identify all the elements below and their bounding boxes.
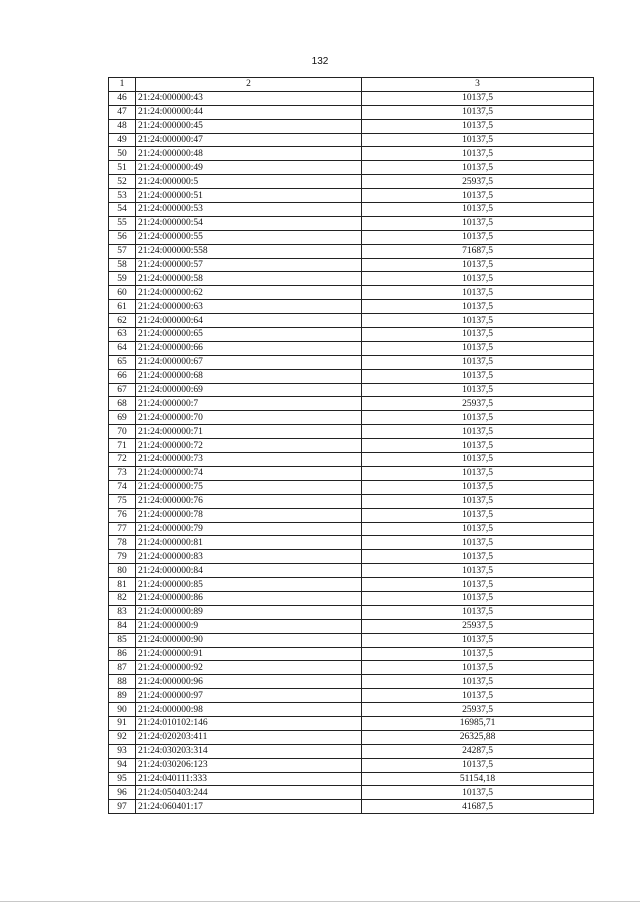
cadastral-number-cell: 21:24:000000:91 — [136, 647, 362, 661]
value-cell: 10137,5 — [362, 119, 594, 133]
table-row — [109, 203, 594, 217]
cadastral-number-cell: 21:24:000000:78 — [136, 508, 362, 522]
row-number-cell: 51 — [109, 161, 136, 175]
value-cell: 10137,5 — [362, 550, 594, 564]
cadastral-number-cell: 21:24:000000:75 — [136, 480, 362, 494]
row-number-cell: 93 — [109, 744, 136, 758]
table-body — [109, 91, 594, 813]
value-cell: 10137,5 — [362, 536, 594, 550]
row-number-cell: 49 — [109, 133, 136, 147]
row-number-cell: 83 — [109, 605, 136, 619]
value-cell: 41687,5 — [362, 800, 594, 814]
value-cell: 10137,5 — [362, 522, 594, 536]
table-row — [109, 647, 594, 661]
cadastral-number-cell: 21:24:000000:74 — [136, 466, 362, 480]
value-cell: 10137,5 — [362, 189, 594, 203]
cadastral-number-cell: 21:24:000000:73 — [136, 453, 362, 467]
row-number-cell: 54 — [109, 203, 136, 217]
row-number-cell: 73 — [109, 466, 136, 480]
table-row — [109, 411, 594, 425]
value-cell: 10137,5 — [362, 689, 594, 703]
value-cell: 25937,5 — [362, 175, 594, 189]
table-row — [109, 605, 594, 619]
cadastral-number-cell: 21:24:030203:314 — [136, 744, 362, 758]
table-row — [109, 355, 594, 369]
row-number-cell: 69 — [109, 411, 136, 425]
cadastral-number-cell: 21:24:000000:97 — [136, 689, 362, 703]
cadastral-number-cell: 21:24:000000:43 — [136, 91, 362, 105]
page-number: 132 — [311, 56, 329, 67]
value-cell: 10137,5 — [362, 133, 594, 147]
table-row — [109, 480, 594, 494]
table-header-row — [109, 78, 594, 92]
table-row — [109, 91, 594, 105]
value-cell: 10137,5 — [362, 578, 594, 592]
table-row — [109, 550, 594, 564]
value-cell: 10137,5 — [362, 661, 594, 675]
value-cell: 10137,5 — [362, 675, 594, 689]
table-row — [109, 633, 594, 647]
row-number-cell: 95 — [109, 772, 136, 786]
table-row — [109, 216, 594, 230]
table-row — [109, 272, 594, 286]
cadastral-number-cell: 21:24:000000:54 — [136, 216, 362, 230]
cadastral-number-cell: 21:24:000000:79 — [136, 522, 362, 536]
row-number-cell: 46 — [109, 91, 136, 105]
value-cell: 10137,5 — [362, 439, 594, 453]
table-row — [109, 744, 594, 758]
row-number-cell: 80 — [109, 564, 136, 578]
row-number-cell: 87 — [109, 661, 136, 675]
value-cell: 10137,5 — [362, 425, 594, 439]
value-cell: 10137,5 — [362, 272, 594, 286]
row-number-cell: 47 — [109, 105, 136, 119]
value-cell: 51154,18 — [362, 772, 594, 786]
table-row — [109, 175, 594, 189]
table-row — [109, 772, 594, 786]
cadastral-number-cell: 21:24:000000:5 — [136, 175, 362, 189]
cadastral-number-cell: 21:24:000000:90 — [136, 633, 362, 647]
row-number-cell: 77 — [109, 522, 136, 536]
column-header-1: 1 — [109, 78, 136, 92]
row-number-cell: 94 — [109, 758, 136, 772]
row-number-cell: 68 — [109, 397, 136, 411]
value-cell: 25937,5 — [362, 619, 594, 633]
value-cell: 10137,5 — [362, 216, 594, 230]
cadastral-number-cell: 21:24:040111:333 — [136, 772, 362, 786]
cadastral-number-cell: 21:24:000000:89 — [136, 605, 362, 619]
row-number-cell: 78 — [109, 536, 136, 550]
table-row — [109, 105, 594, 119]
cadastral-number-cell: 21:24:000000:7 — [136, 397, 362, 411]
value-cell: 10137,5 — [362, 91, 594, 105]
value-cell: 10137,5 — [362, 480, 594, 494]
cadastral-number-cell: 21:24:000000:65 — [136, 328, 362, 342]
row-number-cell: 72 — [109, 453, 136, 467]
table-row — [109, 147, 594, 161]
value-cell: 10137,5 — [362, 355, 594, 369]
table-row — [109, 494, 594, 508]
table-row — [109, 383, 594, 397]
value-cell: 10137,5 — [362, 383, 594, 397]
row-number-cell: 76 — [109, 508, 136, 522]
cadastral-number-cell: 21:24:000000:47 — [136, 133, 362, 147]
cadastral-number-cell: 21:24:000000:83 — [136, 550, 362, 564]
row-number-cell: 52 — [109, 175, 136, 189]
table-row — [109, 369, 594, 383]
cadastral-number-cell: 21:24:000000:70 — [136, 411, 362, 425]
table-row — [109, 758, 594, 772]
cadastral-number-cell: 21:24:000000:85 — [136, 578, 362, 592]
value-cell: 25937,5 — [362, 703, 594, 717]
cadastral-number-cell: 21:24:000000:64 — [136, 314, 362, 328]
value-cell: 10137,5 — [362, 633, 594, 647]
table-row — [109, 591, 594, 605]
value-cell: 10137,5 — [362, 258, 594, 272]
value-cell: 10137,5 — [362, 203, 594, 217]
row-number-cell: 91 — [109, 716, 136, 730]
cadastral-number-cell: 21:24:000000:558 — [136, 244, 362, 258]
cadastral-number-cell: 21:24:000000:48 — [136, 147, 362, 161]
table-row — [109, 453, 594, 467]
cadastral-number-cell: 21:24:000000:81 — [136, 536, 362, 550]
row-number-cell: 55 — [109, 216, 136, 230]
value-cell: 10137,5 — [362, 564, 594, 578]
cadastral-number-cell: 21:24:000000:62 — [136, 286, 362, 300]
table-row — [109, 466, 594, 480]
row-number-cell: 71 — [109, 439, 136, 453]
value-cell: 10137,5 — [362, 466, 594, 480]
table-row — [109, 730, 594, 744]
table-row — [109, 703, 594, 717]
cadastral-number-cell: 21:24:000000:58 — [136, 272, 362, 286]
table-row — [109, 341, 594, 355]
table-row — [109, 536, 594, 550]
table-row — [109, 133, 594, 147]
cadastral-number-cell: 21:24:000000:76 — [136, 494, 362, 508]
cadastral-number-cell: 21:24:030206:123 — [136, 758, 362, 772]
cadastral-number-cell: 21:24:000000:72 — [136, 439, 362, 453]
cadastral-number-cell: 21:24:000000:69 — [136, 383, 362, 397]
cadastral-number-cell: 21:24:000000:98 — [136, 703, 362, 717]
table-row — [109, 314, 594, 328]
table-row — [109, 786, 594, 800]
value-cell: 10137,5 — [362, 286, 594, 300]
row-number-cell: 92 — [109, 730, 136, 744]
cadastral-number-cell: 21:24:000000:86 — [136, 591, 362, 605]
row-number-cell: 56 — [109, 230, 136, 244]
table-row — [109, 619, 594, 633]
column-header-3: 3 — [362, 78, 594, 92]
row-number-cell: 48 — [109, 119, 136, 133]
row-number-cell: 61 — [109, 300, 136, 314]
value-cell: 10137,5 — [362, 314, 594, 328]
table-row — [109, 161, 594, 175]
row-number-cell: 64 — [109, 341, 136, 355]
value-cell: 16985,71 — [362, 716, 594, 730]
table-row — [109, 286, 594, 300]
value-cell: 10137,5 — [362, 494, 594, 508]
row-number-cell: 84 — [109, 619, 136, 633]
cadastral-number-cell: 21:24:000000:68 — [136, 369, 362, 383]
row-number-cell: 58 — [109, 258, 136, 272]
row-number-cell: 96 — [109, 786, 136, 800]
value-cell: 10137,5 — [362, 453, 594, 467]
cadastral-number-cell: 21:24:000000:51 — [136, 189, 362, 203]
row-number-cell: 62 — [109, 314, 136, 328]
row-number-cell: 81 — [109, 578, 136, 592]
value-cell: 71687,5 — [362, 244, 594, 258]
cadastral-number-cell: 21:24:000000:63 — [136, 300, 362, 314]
table-row — [109, 328, 594, 342]
value-cell: 10137,5 — [362, 328, 594, 342]
table-row — [109, 244, 594, 258]
row-number-cell: 66 — [109, 369, 136, 383]
column-header-2: 2 — [136, 78, 362, 92]
value-cell: 10137,5 — [362, 508, 594, 522]
row-number-cell: 89 — [109, 689, 136, 703]
row-number-cell: 97 — [109, 800, 136, 814]
value-cell: 10137,5 — [362, 341, 594, 355]
row-number-cell: 63 — [109, 328, 136, 342]
cadastral-number-cell: 21:24:010102:146 — [136, 716, 362, 730]
table-row — [109, 300, 594, 314]
row-number-cell: 74 — [109, 480, 136, 494]
row-number-cell: 67 — [109, 383, 136, 397]
table-row — [109, 661, 594, 675]
cadastral-number-cell: 21:24:000000:57 — [136, 258, 362, 272]
cadastral-number-cell: 21:24:000000:55 — [136, 230, 362, 244]
cadastral-number-cell: 21:24:000000:84 — [136, 564, 362, 578]
row-number-cell: 57 — [109, 244, 136, 258]
row-number-cell: 90 — [109, 703, 136, 717]
cadastral-number-cell: 21:24:020203:411 — [136, 730, 362, 744]
cadastral-number-cell: 21:24:000000:9 — [136, 619, 362, 633]
cadastral-number-cell: 21:24:000000:96 — [136, 675, 362, 689]
cadastral-number-cell: 21:24:050403:244 — [136, 786, 362, 800]
value-cell: 10137,5 — [362, 300, 594, 314]
value-cell: 10137,5 — [362, 411, 594, 425]
cadastral-number-cell: 21:24:000000:92 — [136, 661, 362, 675]
cadastral-number-cell: 21:24:000000:53 — [136, 203, 362, 217]
cadastral-number-cell: 21:24:060401:17 — [136, 800, 362, 814]
value-cell: 10137,5 — [362, 105, 594, 119]
cadastral-number-cell: 21:24:000000:66 — [136, 341, 362, 355]
value-cell: 25937,5 — [362, 397, 594, 411]
row-number-cell: 65 — [109, 355, 136, 369]
value-cell: 10137,5 — [362, 161, 594, 175]
row-number-cell: 86 — [109, 647, 136, 661]
row-number-cell: 75 — [109, 494, 136, 508]
table-row — [109, 716, 594, 730]
row-number-cell: 79 — [109, 550, 136, 564]
table-row — [109, 578, 594, 592]
table-row — [109, 689, 594, 703]
table-row — [109, 258, 594, 272]
row-number-cell: 60 — [109, 286, 136, 300]
table-row — [109, 189, 594, 203]
table-row — [109, 564, 594, 578]
value-cell: 10137,5 — [362, 591, 594, 605]
table-row — [109, 522, 594, 536]
value-cell: 10137,5 — [362, 647, 594, 661]
page-bottom-border — [0, 901, 640, 902]
table-row — [109, 800, 594, 814]
row-number-cell: 53 — [109, 189, 136, 203]
table-row — [109, 230, 594, 244]
table-row — [109, 119, 594, 133]
row-number-cell: 50 — [109, 147, 136, 161]
value-cell: 26325,88 — [362, 730, 594, 744]
cadastral-number-cell: 21:24:000000:45 — [136, 119, 362, 133]
table-row — [109, 425, 594, 439]
table-row — [109, 397, 594, 411]
cadastral-number-cell: 21:24:000000:44 — [136, 105, 362, 119]
value-cell: 10137,5 — [362, 230, 594, 244]
value-cell: 10137,5 — [362, 369, 594, 383]
value-cell: 10137,5 — [362, 605, 594, 619]
table-row — [109, 508, 594, 522]
row-number-cell: 70 — [109, 425, 136, 439]
cadastral-number-cell: 21:24:000000:71 — [136, 425, 362, 439]
value-cell: 10137,5 — [362, 758, 594, 772]
row-number-cell: 82 — [109, 591, 136, 605]
cadastral-number-cell: 21:24:000000:67 — [136, 355, 362, 369]
cadastral-number-cell: 21:24:000000:49 — [136, 161, 362, 175]
row-number-cell: 59 — [109, 272, 136, 286]
table-row — [109, 439, 594, 453]
value-cell: 10137,5 — [362, 786, 594, 800]
land-registry-table — [108, 77, 594, 814]
row-number-cell: 88 — [109, 675, 136, 689]
table-row — [109, 675, 594, 689]
row-number-cell: 85 — [109, 633, 136, 647]
value-cell: 24287,5 — [362, 744, 594, 758]
value-cell: 10137,5 — [362, 147, 594, 161]
